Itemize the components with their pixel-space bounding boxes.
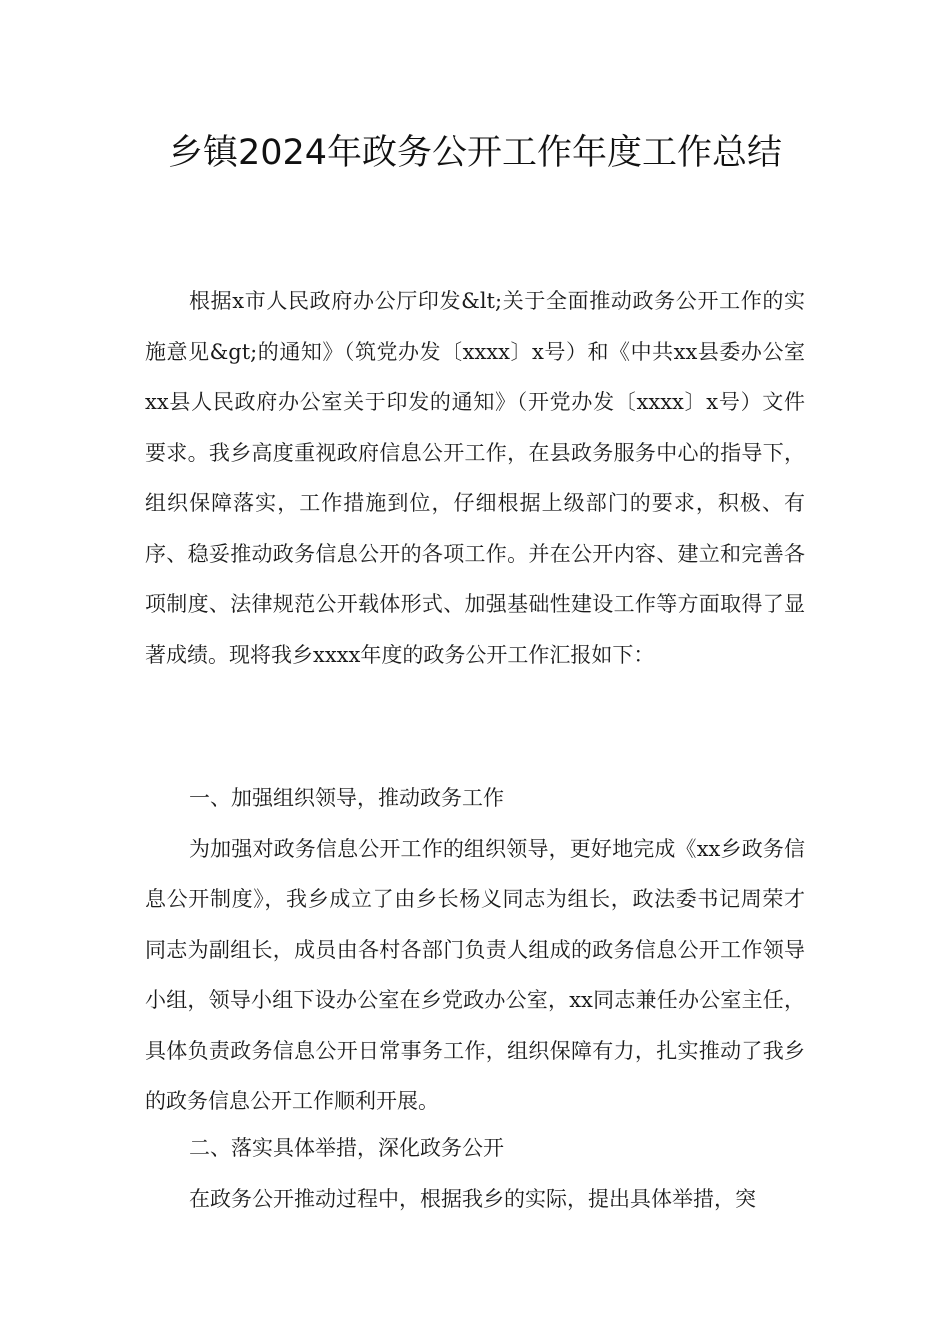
intro-paragraph: 根据x市人民政府办公厅印发&lt;关于全面推动政务公开工作的实施意见&gt;的通知》（筑党办发〔xxxx〕x号）和《中共xx县委办公室xx县人民政府办公室关于印发的通知》（开党办发〔xxxx〕x号）文件要求。我乡高度重视政府信息公开工作，在县政务服务中心的指导下，组织保障落实，工作措施到位，仔细根据上级部门的要求，积极、有序、稳妥推动政务信息公开的各项工作。并在公开内容、建立和完善各项制度、法律规范公开载体形式、加强基础性建设工作等方面取得了显著成绩。现将我乡xxxx年度的政务公开工作汇报如下： <box>145 289 805 667</box>
section-two <box>145 1123 805 1224</box>
section-one <box>145 773 805 1127</box>
section-paragraph: 在政务公开推动过程中，根据我乡的实际，提出具体举措，突 <box>189 1186 756 1211</box>
section-heading: 一、加强组织领导，推动政务工作 <box>189 786 504 810</box>
document-title: 乡镇2024年政务公开工作年度工作总结 <box>167 133 783 173</box>
section-heading: 二、落实具体举措，深化政务公开 <box>189 1136 504 1160</box>
section-paragraph: 为加强对政务信息公开工作的组织领导，更好地完成《xx乡政务信息公开制度》，我乡成立了由乡长杨义同志为组长，政法委书记周荣才同志为副组长，成员由各村各部门负责人组成的政务信息公开工作领导小组，领导小组下设办公室在乡党政办公室，xx同志兼任办公室主任，具体负责政务信息公开日常事务工作，组织保障有力，扎实推动了我乡的政务信息公开工作顺利开展。 <box>145 836 805 1113</box>
intro-section <box>145 276 805 680</box>
